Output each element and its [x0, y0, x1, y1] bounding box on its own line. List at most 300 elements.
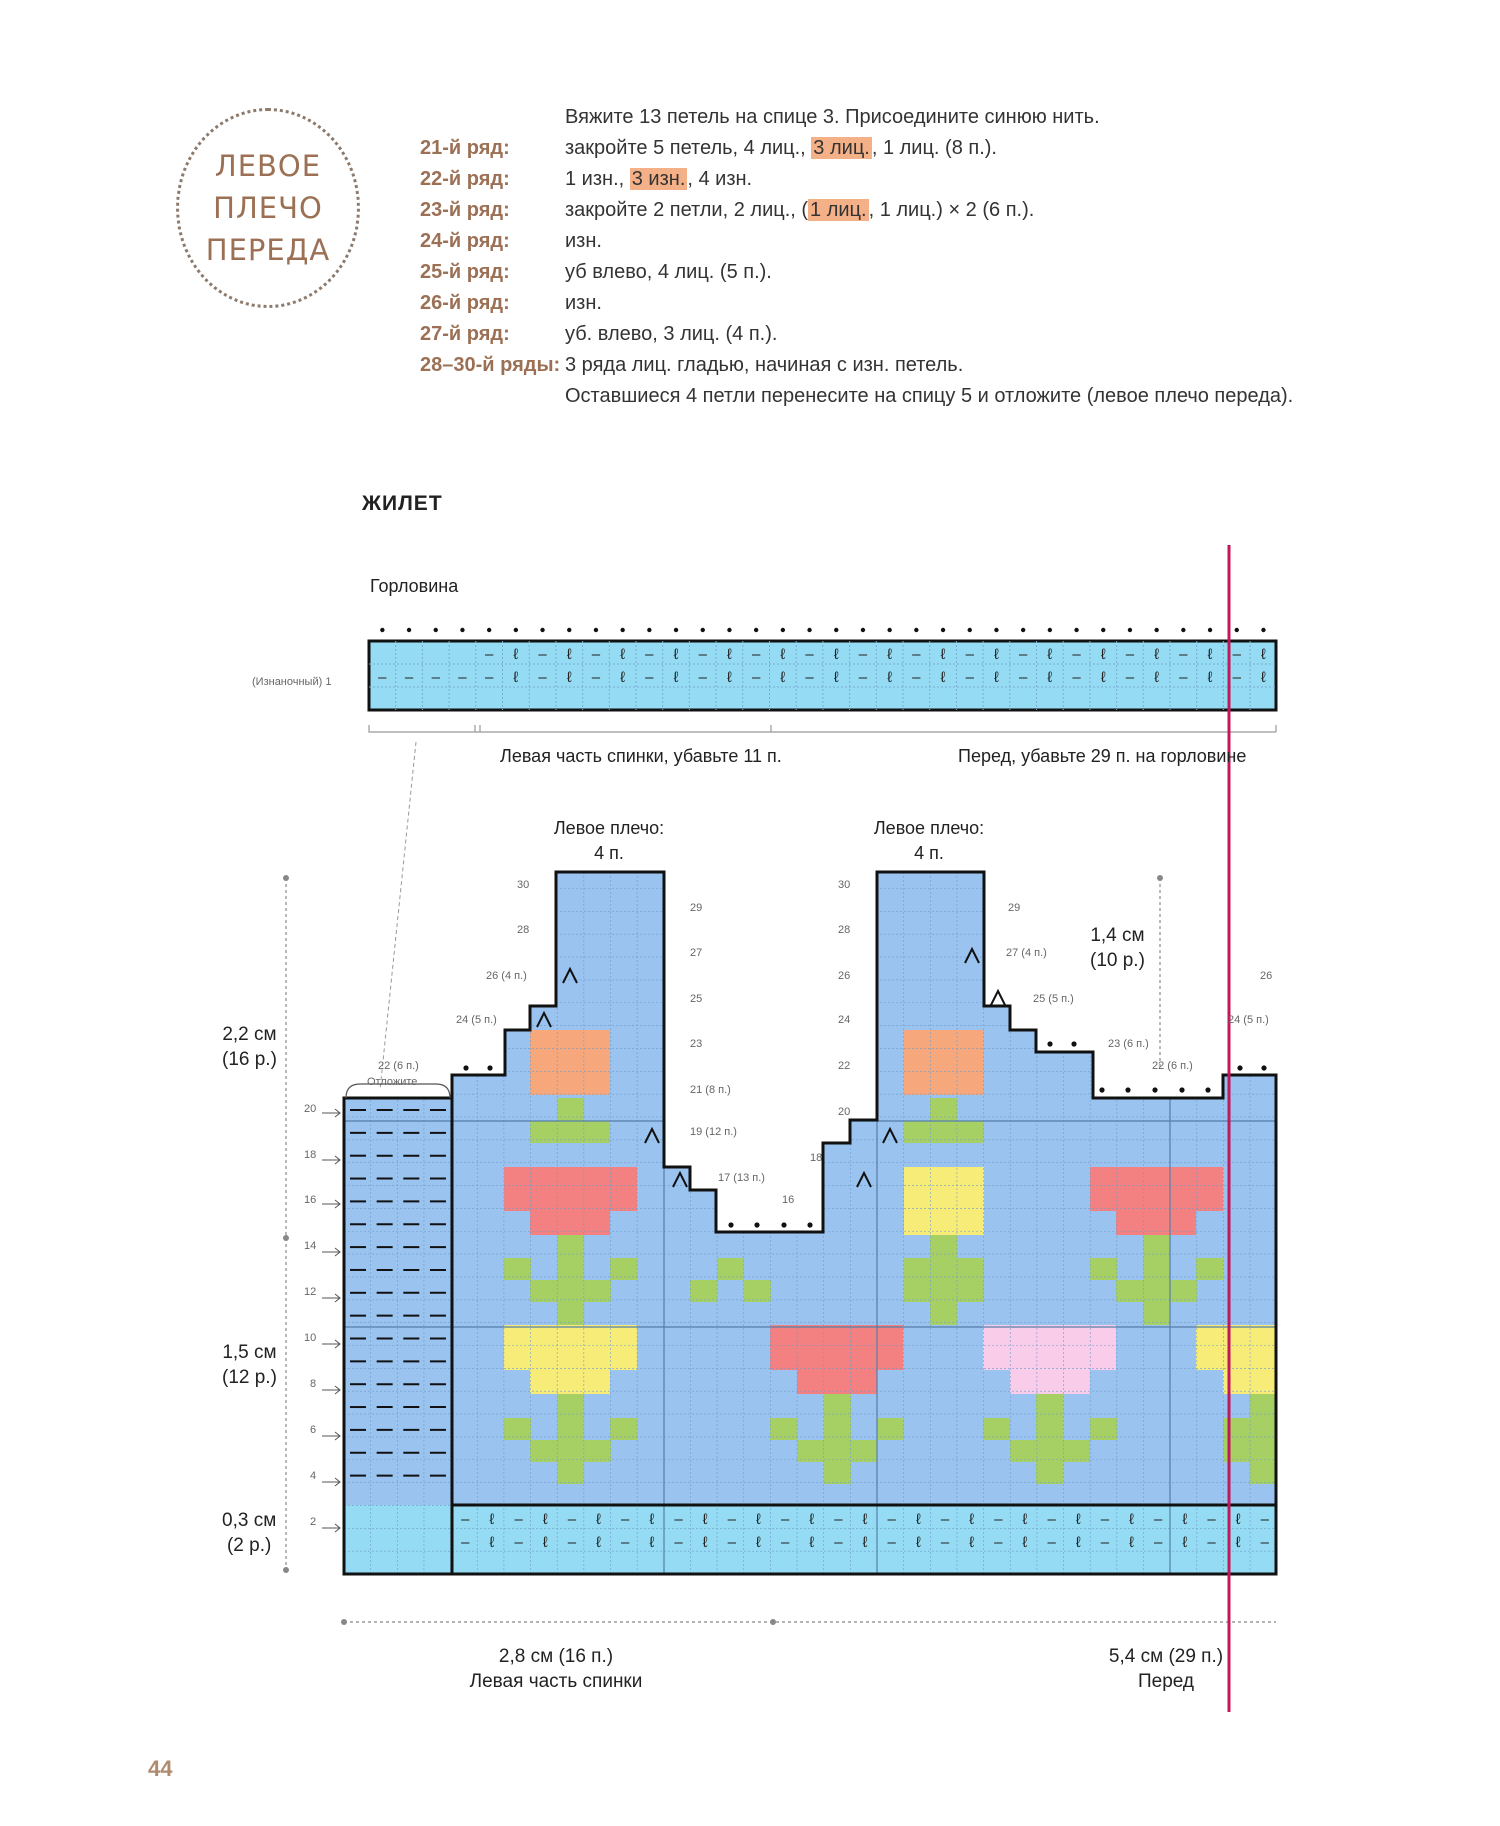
stitch-symbol: – — [698, 646, 707, 663]
stitch-symbol: ℓ — [673, 669, 679, 686]
bind-off-dot — [754, 1222, 759, 1227]
stitch-symbol: – — [621, 1511, 630, 1528]
row-number: 16 — [304, 1194, 317, 1206]
stitch-symbol: – — [727, 1511, 736, 1528]
bind-off-dot — [620, 628, 624, 632]
motif-cell — [1249, 1394, 1276, 1484]
bind-off-dot — [460, 628, 464, 632]
stitch-symbol: ℓ — [566, 669, 572, 686]
stitch-symbol: – — [458, 669, 467, 686]
stitch-symbol: ℓ — [915, 1534, 921, 1551]
bind-off-dot — [1074, 628, 1078, 632]
bind-off-dot — [941, 628, 945, 632]
row-number: 22 (6 п.) — [1152, 1060, 1193, 1072]
bind-off-dot — [1099, 1087, 1104, 1092]
stitch-symbol: ℓ — [620, 646, 626, 663]
stitch-symbol: ℓ — [1047, 646, 1053, 663]
row-number: 30 — [838, 879, 851, 891]
stitch-symbol: – — [461, 1534, 470, 1551]
bind-off-dot — [701, 628, 705, 632]
bind-off-dot — [1047, 1041, 1052, 1046]
measure-bottom-right: 5,4 см (29 п.) Перед — [1108, 1646, 1224, 1692]
row-number: 22 (6 п.) — [378, 1060, 419, 1072]
stitch-symbol: ℓ — [596, 1534, 602, 1551]
row-text: 1 изн., 3 изн. , 4 изн. — [565, 168, 753, 190]
row-number: 24 — [838, 1014, 851, 1026]
motif-cell — [983, 1325, 1116, 1370]
stitch-symbol: ℓ — [1235, 1511, 1241, 1528]
row-number: 4 — [310, 1470, 317, 1482]
stitch-symbol: ℓ — [833, 669, 839, 686]
row-number: 28 — [517, 924, 530, 936]
stitch-symbol: – — [1207, 1511, 1216, 1528]
stitch-symbol: – — [567, 1534, 577, 1551]
measure-tick — [341, 1619, 347, 1625]
stitch-symbol: ℓ — [940, 646, 946, 663]
measure-left: 2,2 см (16 р.) — [222, 1024, 277, 1070]
stitch-symbol: – — [674, 1511, 683, 1528]
stitch-symbol: – — [484, 669, 494, 686]
right-shoulder-title: Левое плечо: — [873, 818, 985, 838]
held-column — [344, 1098, 452, 1505]
bind-off-dot — [754, 628, 758, 632]
motif-cell — [557, 1235, 584, 1325]
stitch-symbol: ℓ — [1182, 1534, 1188, 1551]
measure-left: 1,5 см (12 р.) — [222, 1342, 277, 1388]
measure-tick — [283, 875, 289, 881]
row-number: 22 — [838, 1060, 851, 1072]
row-text: Оставшиеся 4 петли перенесите на спицу 5 и отложите (левое плечо переда). — [565, 385, 1294, 407]
stitch-symbol: ℓ — [673, 646, 679, 663]
motif-cell — [584, 1280, 611, 1302]
row-number: 20 — [838, 1106, 851, 1118]
stitch-symbol: ℓ — [702, 1534, 708, 1551]
bind-off-dot — [1048, 628, 1052, 632]
row-text: уб. влево, 3 лиц. (4 п.). — [565, 323, 778, 345]
measure-bottom-left: 2,8 см (16 п.) Левая часть спинки — [469, 1646, 643, 1692]
bind-off-dot — [1235, 628, 1239, 632]
bind-off-dot — [968, 628, 972, 632]
stitch-symbol: – — [1018, 669, 1028, 686]
motif-cell — [904, 1167, 984, 1235]
motif-cell — [824, 1394, 851, 1484]
badge-line: ПЛЕЧО — [213, 191, 323, 225]
measure-tick — [1157, 875, 1163, 881]
row-label: 25-й ряд: — [420, 261, 510, 283]
stitch-symbol: – — [834, 1511, 843, 1528]
row-text: закройте 2 петли, 2 лиц., ( 1 лиц. , 1 лиц.) × 2 (6 п.). — [565, 199, 1035, 221]
stitch-symbol: – — [940, 1511, 950, 1528]
stitch-symbol: – — [591, 669, 601, 686]
row-text: изн. — [565, 230, 602, 252]
row-arrow — [322, 1478, 340, 1486]
stitch-symbol: ℓ — [756, 1511, 761, 1528]
bind-off-dot — [1237, 1065, 1242, 1070]
diagram-title: ЖИЛЕТ — [362, 492, 443, 515]
motif-cell — [1116, 1280, 1143, 1302]
stitch-symbol: ℓ — [1154, 669, 1160, 686]
motif-cell — [530, 1370, 610, 1394]
motif-cell — [504, 1167, 637, 1211]
stitch-symbol: ℓ — [596, 1511, 602, 1528]
motif-cell — [557, 1098, 584, 1121]
bind-off-dot — [994, 628, 998, 632]
row-number: 26 — [838, 970, 851, 982]
row-number: 18 — [810, 1152, 823, 1164]
row-number: 10 — [304, 1332, 317, 1344]
stitch-symbol: – — [1179, 646, 1188, 663]
stitch-symbol: – — [514, 1511, 523, 1528]
stitch-symbol: – — [1018, 646, 1028, 663]
bind-off-dot — [1261, 628, 1265, 632]
stitch-symbol: – — [1100, 1511, 1110, 1528]
bind-off-dot — [781, 628, 785, 632]
bind-off-dot — [1071, 1041, 1076, 1046]
bind-off-dot — [380, 628, 384, 632]
stitch-symbol: – — [1072, 669, 1081, 686]
stitch-symbol: – — [727, 1534, 736, 1551]
motif-cell — [904, 1030, 984, 1095]
stitch-symbol: – — [1072, 646, 1081, 663]
stitch-symbol: ℓ — [1261, 669, 1266, 686]
bind-off-dot — [781, 1222, 786, 1227]
stitch-symbol: – — [912, 646, 921, 663]
bind-off-dot — [1261, 1065, 1266, 1070]
stitch-symbol: ℓ — [566, 646, 572, 663]
stitch-symbol: – — [431, 669, 440, 686]
row-arrow — [322, 1432, 340, 1440]
stitch-symbol: ℓ — [756, 1534, 761, 1551]
stitch-symbol: – — [591, 646, 601, 663]
row-text: 3 ряда лиц. гладью, начиная с изн. петель. — [565, 354, 964, 376]
neckband-right-label: Перед, убавьте 29 п. на горловине — [958, 746, 1247, 766]
row-arrow — [322, 1340, 340, 1348]
highlight: 3 изн. — [631, 168, 686, 190]
row-arrow — [322, 1248, 340, 1256]
stitch-symbol: ℓ — [833, 646, 839, 663]
motif-cell — [797, 1370, 877, 1394]
stitch-symbol: ℓ — [513, 646, 519, 663]
bind-off-dot — [861, 628, 865, 632]
stitch-symbol: – — [751, 669, 761, 686]
stitch-symbol: ℓ — [1022, 1511, 1028, 1528]
stitch-symbol: – — [751, 646, 761, 663]
stitch-symbol: – — [1047, 1511, 1056, 1528]
stitch-symbol: ℓ — [1207, 646, 1213, 663]
row-text: закройте 5 петель, 4 лиц., 3 лиц. , 1 лиц. (8 п.). — [565, 137, 997, 159]
row-number: 24 (5 п.) — [1228, 1014, 1269, 1026]
stitch-symbol: – — [538, 646, 547, 663]
stitch-symbol: – — [805, 669, 814, 686]
bind-off-dot — [887, 628, 891, 632]
bind-off-dot — [1179, 1087, 1184, 1092]
stitch-symbol: ℓ — [1075, 1511, 1081, 1528]
stitch-symbol: ℓ — [887, 669, 893, 686]
hold-label: Отложите — [367, 1076, 418, 1088]
badge-line: ПЕРЕДА — [205, 233, 331, 267]
stitch-symbol: ℓ — [969, 1511, 975, 1528]
decrease-mark — [991, 991, 1005, 1005]
stitch-symbol: – — [1125, 646, 1135, 663]
row-number: 20 — [304, 1103, 317, 1115]
row-number: 23 (6 п.) — [1108, 1038, 1149, 1050]
row-label: 28–30-й ряды: — [420, 354, 561, 376]
stitch-symbol: – — [965, 669, 974, 686]
neckband-title: Горловина — [370, 576, 459, 596]
bind-off-dot — [728, 1222, 733, 1227]
motif-cell — [1143, 1235, 1170, 1325]
stitch-symbol: – — [1232, 646, 1241, 663]
stitch-symbol: – — [1100, 1534, 1110, 1551]
stitch-symbol: – — [1154, 1534, 1163, 1551]
motif-cell — [770, 1325, 903, 1370]
stitch-symbol: ℓ — [780, 669, 786, 686]
stitch-symbol: ℓ — [809, 1534, 815, 1551]
motif-cell — [1010, 1370, 1090, 1394]
stitch-symbol: – — [1260, 1511, 1269, 1528]
row-label: 22-й ряд: — [420, 168, 510, 190]
motif-cell — [744, 1280, 771, 1302]
bind-off-dot — [727, 628, 731, 632]
motif-cell — [690, 1280, 717, 1302]
stitch-symbol: ℓ — [489, 1511, 495, 1528]
stitch-symbol: – — [858, 646, 868, 663]
measure-tick — [283, 1235, 289, 1241]
stitch-symbol: – — [912, 669, 921, 686]
neckband-chart — [369, 628, 1276, 1090]
stitch-symbol: ℓ — [1100, 669, 1106, 686]
motif-cell — [930, 1098, 957, 1121]
stitch-symbol: ℓ — [940, 669, 946, 686]
row-arrow — [322, 1109, 340, 1117]
row-text: изн. — [565, 292, 602, 314]
motif-cell — [1036, 1394, 1063, 1484]
stitch-symbol: – — [887, 1534, 896, 1551]
stitch-symbol: – — [1260, 1534, 1269, 1551]
stitch-symbol: ℓ — [542, 1534, 548, 1551]
row-label: 23-й ряд: — [420, 199, 510, 221]
stitch-symbol: – — [538, 669, 547, 686]
row-number: 28 — [838, 924, 851, 936]
stitch-symbol: ℓ — [620, 669, 626, 686]
bind-off-dot — [807, 628, 811, 632]
row-number: 25 — [690, 993, 703, 1005]
measure-tick — [283, 1567, 289, 1573]
row-number: 25 (5 п.) — [1033, 993, 1074, 1005]
row-arrow — [322, 1156, 340, 1164]
stitch-symbol: – — [1154, 1511, 1163, 1528]
stitch-symbol: ℓ — [1075, 1534, 1081, 1551]
left-shoulder-title: Левое плечо: — [553, 818, 665, 838]
row-number: 27 — [690, 947, 703, 959]
row-label: 24-й ряд: — [420, 230, 510, 252]
bind-off-dot — [540, 628, 544, 632]
stitch-symbol: – — [645, 669, 654, 686]
leader-line — [380, 742, 416, 1090]
stitch-symbol: – — [1179, 669, 1188, 686]
row-number: 17 (13 п.) — [718, 1172, 765, 1184]
motif-cell — [530, 1280, 557, 1302]
row-number: 29 — [1008, 902, 1021, 914]
bind-off-dot — [834, 628, 838, 632]
stitch-symbol: – — [567, 1511, 577, 1528]
bind-off-dot — [1208, 628, 1212, 632]
stitch-symbol: ℓ — [887, 646, 893, 663]
motif-cell — [1223, 1440, 1276, 1462]
stitch-symbol: – — [484, 646, 494, 663]
stitch-symbol: – — [378, 669, 387, 686]
row-number: 26 (4 п.) — [486, 970, 527, 982]
bind-off-dot — [1128, 628, 1132, 632]
motif-cell — [557, 1394, 584, 1484]
highlight: 3 лиц. — [813, 137, 870, 159]
motif-cell — [584, 1440, 611, 1462]
row-text: уб влево, 4 лиц. (5 п.). — [565, 261, 772, 283]
bind-off-dot — [514, 628, 518, 632]
row-text: Вяжите 13 петель на спице 3. Присоедините синюю нить. — [565, 106, 1100, 128]
stitch-symbol: – — [514, 1534, 523, 1551]
motif-cell — [1196, 1325, 1276, 1370]
stitch-symbol: ℓ — [1100, 646, 1106, 663]
row-number: 14 — [304, 1240, 317, 1252]
bind-off-dot — [407, 628, 411, 632]
row-arrow — [322, 1524, 340, 1532]
neckband-rect — [369, 641, 1276, 710]
right-shoulder-count: 4 п. — [914, 843, 944, 863]
stitch-symbol: ℓ — [994, 669, 999, 686]
highlight: 1 лиц. — [810, 199, 867, 221]
bind-off-dot — [674, 628, 678, 632]
row-number: 18 — [304, 1149, 317, 1161]
row-number: 2 — [310, 1516, 317, 1528]
stitch-symbol: – — [1125, 669, 1135, 686]
row-number: 27 (4 п.) — [1006, 947, 1047, 959]
row-label: 21-й ряд: — [420, 137, 510, 159]
row-number: 8 — [310, 1378, 317, 1390]
motif-cell — [1090, 1167, 1223, 1211]
measure-left: 0,3 см (2 р.) — [222, 1510, 277, 1556]
bind-off-dot — [807, 1222, 812, 1227]
stitch-symbol: ℓ — [809, 1511, 815, 1528]
stitch-symbol: – — [1207, 1534, 1216, 1551]
stitch-symbol: ℓ — [1235, 1534, 1241, 1551]
stitch-symbol: ℓ — [513, 669, 519, 686]
stitch-symbol: ℓ — [969, 1534, 975, 1551]
stitch-symbol: – — [645, 646, 654, 663]
motif-cell — [850, 1440, 877, 1462]
bind-off-dot — [487, 1065, 492, 1070]
motif-cell — [504, 1325, 637, 1370]
stitch-symbol: – — [780, 1511, 790, 1528]
stitch-symbol: – — [461, 1511, 470, 1528]
row-label: 26-й ряд: — [420, 292, 510, 314]
row-arrow — [322, 1386, 340, 1394]
row-number: 29 — [690, 902, 703, 914]
stitch-symbol: ℓ — [780, 646, 786, 663]
bind-off-dot — [1101, 628, 1105, 632]
stitch-symbol: ℓ — [727, 646, 732, 663]
row-number: 26 — [1260, 970, 1273, 982]
neckband-left-label: Левая часть спинки, убавьте 11 п. — [500, 746, 782, 766]
row-number: 23 — [690, 1038, 703, 1050]
bind-off-dot — [1205, 1087, 1210, 1092]
row-arrow — [322, 1200, 340, 1208]
stitch-symbol: ℓ — [862, 1511, 868, 1528]
stitch-symbol: ℓ — [862, 1534, 868, 1551]
bind-off-dot — [1152, 1087, 1157, 1092]
row-number: 19 (12 п.) — [690, 1126, 737, 1138]
stitch-symbol: – — [858, 669, 868, 686]
stitch-symbol: – — [965, 646, 974, 663]
bind-off-dot — [1154, 628, 1158, 632]
stitch-symbol: ℓ — [727, 669, 732, 686]
motif-cell — [797, 1440, 824, 1462]
bind-off-dot — [434, 628, 438, 632]
bind-off-dot — [914, 628, 918, 632]
stitch-symbol: – — [674, 1534, 683, 1551]
left-shoulder-count: 4 п. — [594, 843, 624, 863]
neckband-row-label: (Изнаночный) 1 — [252, 676, 332, 688]
row-label: 27-й ряд: — [420, 323, 510, 345]
motif-cell — [1063, 1440, 1090, 1462]
row-number: 16 — [782, 1194, 795, 1206]
stitch-symbol: ℓ — [1022, 1534, 1028, 1551]
stitch-symbol: – — [1232, 669, 1241, 686]
bind-off-dot — [463, 1065, 468, 1070]
stitch-symbol: – — [940, 1534, 950, 1551]
stitch-symbol: ℓ — [489, 1534, 495, 1551]
bind-off-dot — [1125, 1087, 1130, 1092]
measure-right: 1,4 см (10 р.) — [1090, 925, 1145, 971]
row-number: 12 — [304, 1286, 317, 1298]
stitch-symbol: ℓ — [649, 1511, 655, 1528]
stitch-symbol: ℓ — [702, 1511, 708, 1528]
stitch-symbol: – — [994, 1534, 1003, 1551]
motif-cell — [1223, 1370, 1276, 1394]
stitch-symbol: ℓ — [542, 1511, 548, 1528]
stitch-symbol: – — [834, 1534, 843, 1551]
stitch-symbol: – — [698, 669, 707, 686]
motif-cell — [530, 1440, 557, 1462]
bind-off-dot — [1181, 628, 1185, 632]
stitch-symbol: ℓ — [994, 646, 999, 663]
stitch-symbol: ℓ — [1154, 646, 1160, 663]
bind-off-dot — [1021, 628, 1025, 632]
row-number: 30 — [517, 879, 530, 891]
measure-tick — [770, 1619, 776, 1625]
stitch-symbol: ℓ — [915, 1511, 921, 1528]
bind-off-dot — [487, 628, 491, 632]
stitch-symbol: – — [887, 1511, 896, 1528]
stitch-symbol: – — [621, 1534, 630, 1551]
stitch-symbol: ℓ — [1207, 669, 1213, 686]
stitch-symbol: ℓ — [1129, 1534, 1135, 1551]
stitch-symbol: ℓ — [1129, 1511, 1135, 1528]
stitch-symbol: ℓ — [649, 1534, 655, 1551]
row-number: 6 — [310, 1424, 317, 1436]
stitch-symbol: – — [780, 1534, 790, 1551]
badge-line: ЛЕВОЕ — [214, 149, 322, 183]
bracket — [369, 725, 1276, 732]
motif-cell — [530, 1030, 610, 1095]
row-number: 24 (5 п.) — [456, 1014, 497, 1026]
stitch-symbol: – — [1047, 1534, 1056, 1551]
bind-off-dot — [647, 628, 651, 632]
stitch-symbol: – — [805, 646, 814, 663]
page-number: 44 — [148, 1756, 173, 1781]
motif-cell — [904, 1280, 984, 1302]
stitch-symbol: – — [404, 669, 414, 686]
